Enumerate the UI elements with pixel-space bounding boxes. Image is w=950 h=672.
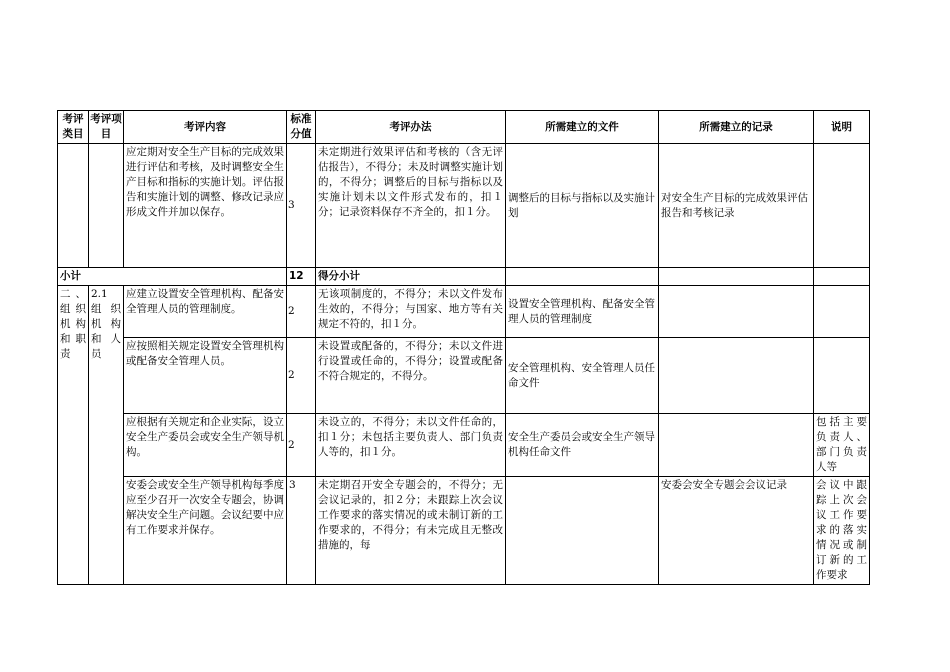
header-item: 考评项目 — [89, 111, 124, 144]
subtotal-score-label: 得分小计 — [316, 268, 506, 286]
cell-note — [814, 286, 870, 338]
cell-score: 2 — [287, 286, 316, 338]
cell-records: 安委会安全专题会会议记录 — [659, 477, 814, 585]
cell-note: 包括主要负责人、部门负责人等 — [814, 414, 870, 477]
cell-method: 无该项制度的，不得分；未以文件发布生效的，不得分；与国家、地方等有关规定不符的，扣１分。 — [316, 286, 506, 338]
section-item: 2.1 组织机构和人员 — [89, 286, 124, 585]
cell-content: 应按照相关规定设置安全管理机构或配备安全管理人员。 — [124, 338, 287, 414]
cell-score: 2 — [287, 414, 316, 477]
cell-method: 未设立的，不得分；未以文件任命的，扣１分；未包括主要负责人、部门负责人等的，扣１分。 — [316, 414, 506, 477]
cell-content: 应根据有关规定和企业实际，设立安全生产委员会或安全生产领导机构。 — [124, 414, 287, 477]
table-row — [58, 338, 870, 414]
cell-note — [814, 144, 870, 268]
cell-note — [814, 268, 870, 286]
cell-files: 调整后的目标与指标以及实施计划 — [506, 144, 659, 268]
header-note: 说明 — [814, 111, 870, 144]
cell-records — [659, 338, 814, 414]
header-method: 考评办法 — [316, 111, 506, 144]
cell-content: 应定期对安全生产目标的完成效果进行评估和考核，及时调整安全生产目标和指标的实施计划。评估报告和实施计划的调整、修改记录应形成文件并加以保存。 — [124, 144, 287, 268]
header-records: 所需建立的记录 — [659, 111, 814, 144]
cell-records — [659, 414, 814, 477]
header-row — [58, 111, 870, 144]
subtotal-label: 小计 — [58, 268, 287, 286]
table-row — [58, 414, 870, 477]
cell-category — [58, 144, 89, 268]
cell-files: 安全管理机构、安全管理人员任命文件 — [506, 338, 659, 414]
header-category: 考评类目 — [58, 111, 89, 144]
section-category: 二、组织机构和职责 — [58, 286, 89, 585]
header-files: 所需建立的文件 — [506, 111, 659, 144]
subtotal-row — [58, 268, 870, 286]
cell-content: 安委会或安全生产领导机构每季度应至少召开一次安全专题会，协调解决安全生产问题。会议纪要中应有工作要求并保存。 — [124, 477, 287, 585]
table-row — [58, 286, 870, 338]
cell-method: 未设置或配备的，不得分；未以文件进行设置或任命的，不得分；设置或配备不符合规定的，不得分。 — [316, 338, 506, 414]
cell-records: 对安全生产目标的完成效果评估报告和考核记录 — [659, 144, 814, 268]
cell-files — [506, 477, 659, 585]
header-score: 标准分值 — [287, 111, 316, 144]
table-row — [58, 144, 870, 268]
cell-records — [659, 286, 814, 338]
assessment-table — [57, 110, 870, 585]
table-row — [58, 477, 870, 585]
cell-files — [506, 268, 659, 286]
header-content: 考评内容 — [124, 111, 287, 144]
cell-score: 2 — [287, 338, 316, 414]
cell-score: 3 — [287, 477, 316, 585]
cell-method: 未定期召开安全专题会的，不得分；无会议记录的，扣２分；未跟踪上次会议工作要求的落实情况的或未制订新的工作要求的，不得分；有未完成且无整改措施的，每 — [316, 477, 506, 585]
cell-score: 3 — [287, 144, 316, 268]
cell-method: 未定期进行效果评估和考核的（含无评估报告），不得分；未及时调整实施计划的，不得分；调整后的目标与指标以及实施计划未以文件形式发布的，扣１分；记录资料保存不齐全的，扣１分。 — [316, 144, 506, 268]
cell-records — [659, 268, 814, 286]
subtotal-score: 12 — [287, 268, 316, 286]
cell-content: 应建立设置安全管理机构、配备安全管理人员的管理制度。 — [124, 286, 287, 338]
cell-files: 设置安全管理机构、配备安全管理人员的管理制度 — [506, 286, 659, 338]
cell-note — [814, 338, 870, 414]
cell-files: 安全生产委员会或安全生产领导机构任命文件 — [506, 414, 659, 477]
cell-note: 会议中跟踪上次会议工作要求的落实情况或制订新的工作要求 — [814, 477, 870, 585]
cell-item — [89, 144, 124, 268]
